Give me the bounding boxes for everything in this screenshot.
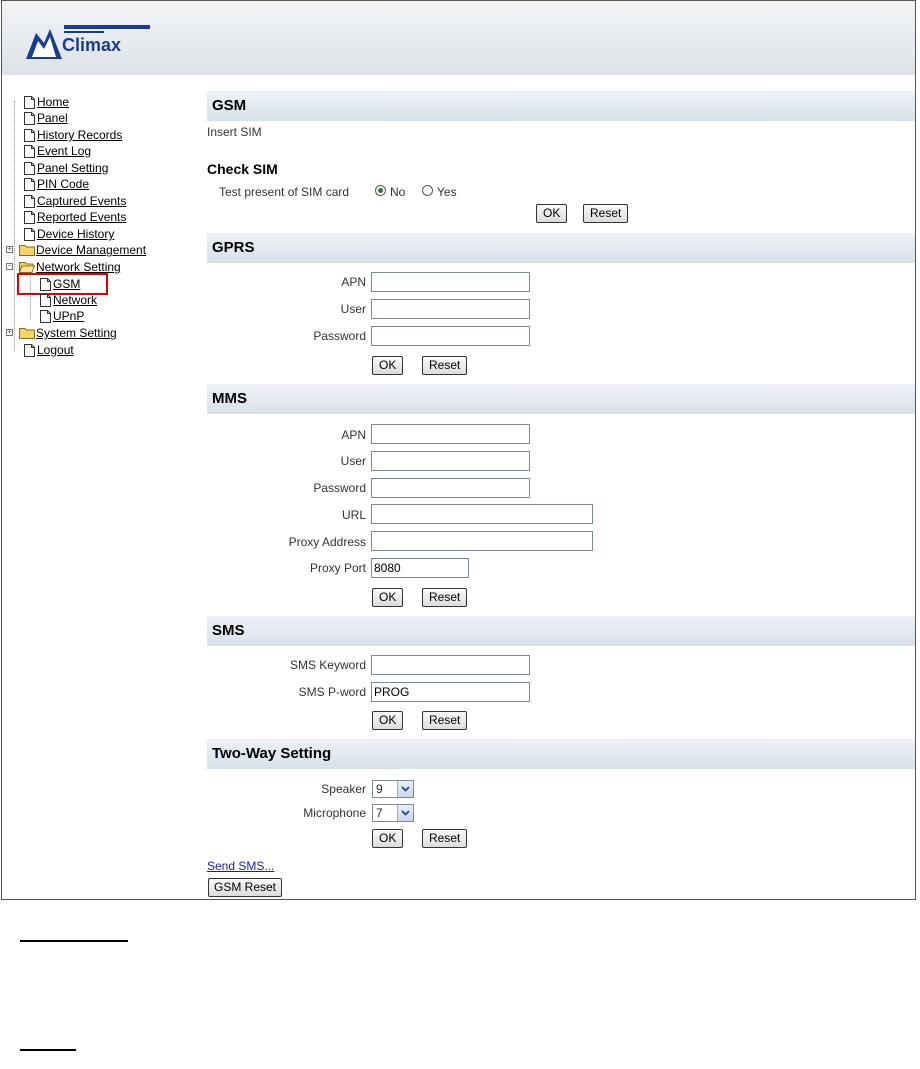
folder-icon — [19, 327, 35, 339]
mms-url-input[interactable] — [371, 504, 593, 524]
sidebar-item-home[interactable] — [24, 94, 69, 110]
document-icon — [24, 195, 35, 208]
document-icon — [24, 344, 35, 357]
document-icon — [24, 211, 35, 224]
section-header-gprs: GPRS — [207, 233, 916, 263]
microphone-label: Microphone — [303, 806, 366, 820]
sidebar-item-label[interactable]: GSM — [53, 277, 81, 291]
sms-ok-button[interactable]: OK — [372, 711, 403, 730]
gsm-ok-button[interactable]: OK — [536, 204, 567, 223]
section-header-sms: SMS — [207, 616, 916, 646]
mms-url-label: URL — [341, 508, 366, 522]
mms-user-input[interactable] — [371, 451, 530, 471]
radio-yes-label: Yes — [437, 185, 457, 199]
twoway-ok-button[interactable]: OK — [372, 829, 403, 848]
sidebar-item-label[interactable]: Network Setting — [36, 260, 121, 274]
sidebar-item-captured-events[interactable] — [24, 193, 126, 209]
send-sms-link[interactable]: Send SMS... — [207, 859, 275, 873]
mms-proxy-address-input[interactable] — [371, 531, 593, 551]
radio-no[interactable] — [375, 185, 386, 196]
heading-underline — [20, 940, 128, 942]
gsm-reset-button-footer[interactable]: GSM Reset — [208, 878, 282, 897]
sidebar-item-panel-setting[interactable] — [24, 160, 108, 176]
document-icon — [24, 178, 35, 191]
sidebar-item-device-history[interactable] — [24, 226, 114, 242]
sidebar-item-label[interactable]: UPnP — [53, 309, 85, 323]
gprs-password-input[interactable] — [371, 326, 530, 346]
radio-yes[interactable] — [422, 185, 433, 196]
gprs-apn-label: APN — [341, 275, 366, 289]
chevron-down-icon[interactable] — [397, 805, 413, 821]
document-icon — [40, 310, 51, 323]
open-folder-icon — [19, 261, 35, 273]
sms-reset-button[interactable]: Reset — [422, 711, 467, 730]
section-header-gsm: GSM — [207, 91, 916, 121]
speaker-select[interactable] — [372, 780, 414, 798]
tree-line — [14, 101, 15, 351]
check-sim-title: Check SIM — [207, 161, 278, 177]
sim-status-text: Insert SIM — [207, 125, 262, 139]
sidebar-item-upnp[interactable] — [40, 308, 84, 324]
speaker-label: Speaker — [321, 782, 366, 796]
collapse-minus-icon[interactable]: − — [7, 263, 12, 270]
twoway-reset-button[interactable]: Reset — [422, 829, 467, 848]
sidebar-item-label[interactable]: Panel Setting — [37, 161, 109, 175]
mms-proxy-port-input[interactable] — [371, 558, 469, 578]
document-icon — [24, 129, 35, 142]
sidebar-item-panel[interactable] — [24, 110, 68, 126]
section-header-mms: MMS — [207, 384, 916, 414]
microphone-value: 7 — [376, 806, 383, 820]
test-sim-label: Test present of SIM card — [219, 185, 350, 199]
mms-ok-button[interactable]: OK — [372, 588, 403, 607]
sidebar-item-device-management[interactable] — [19, 242, 146, 258]
mms-apn-label: APN — [341, 428, 366, 442]
gprs-password-label: Password — [313, 329, 366, 343]
document-icon — [24, 162, 35, 175]
sidebar-item-label[interactable]: History Records — [37, 128, 123, 142]
sidebar-item-history-records[interactable] — [24, 127, 122, 143]
gprs-user-label: User — [340, 302, 366, 316]
mms-proxy-address-label: Proxy Address — [288, 535, 366, 549]
mms-proxy-port-label: Proxy Port — [309, 561, 366, 575]
sidebar-item-system-setting[interactable] — [19, 325, 117, 341]
sms-pword-label: SMS P-word — [298, 685, 366, 699]
brand-name: Climax — [62, 35, 122, 55]
sidebar-item-label[interactable]: Device Management — [36, 243, 147, 257]
mms-apn-input[interactable] — [371, 424, 530, 444]
sms-keyword-input[interactable] — [371, 655, 530, 675]
sms-keyword-label: SMS Keyword — [289, 658, 366, 672]
sidebar-item-label[interactable]: Reported Events — [37, 210, 127, 224]
sidebar-item-label[interactable]: Home — [37, 95, 70, 109]
sms-pword-input[interactable] — [371, 682, 530, 702]
header — [2, 1, 915, 75]
expand-plus-icon[interactable]: + — [7, 246, 12, 253]
browser-frame — [1, 0, 916, 900]
mms-reset-button[interactable]: Reset — [422, 588, 467, 607]
sidebar-item-label[interactable]: Captured Events — [37, 194, 127, 208]
gprs-apn-input[interactable] — [371, 272, 530, 292]
sidebar-item-pin-code[interactable] — [24, 176, 89, 192]
radio-no-label: No — [390, 185, 406, 199]
document-icon — [24, 96, 35, 109]
folder-icon — [19, 244, 35, 256]
sidebar-item-label[interactable]: Network — [53, 293, 98, 307]
document-icon — [40, 294, 51, 307]
sidebar-item-event-log[interactable] — [24, 143, 91, 159]
document-icon — [24, 145, 35, 158]
sidebar-item-network[interactable] — [40, 292, 97, 308]
section-header-two-way: Two-Way Setting — [207, 739, 916, 769]
speaker-value: 9 — [376, 782, 383, 796]
mms-user-label: User — [340, 454, 366, 468]
document-icon — [24, 228, 35, 241]
chevron-down-icon[interactable] — [397, 781, 413, 797]
sidebar-item-label[interactable]: Event Log — [37, 144, 92, 158]
gprs-reset-button[interactable]: Reset — [422, 356, 467, 375]
sidebar-item-label[interactable]: Logout — [37, 343, 74, 357]
gsm-reset-button[interactable]: Reset — [583, 204, 628, 223]
sidebar-item-label[interactable]: System Setting — [36, 326, 117, 340]
sidebar-item-reported-events[interactable] — [24, 209, 126, 225]
heading-underline — [20, 1049, 76, 1051]
gprs-user-input[interactable] — [371, 299, 530, 319]
mms-password-label: Password — [313, 481, 366, 495]
sidebar-item-logout[interactable] — [24, 342, 74, 358]
microphone-select[interactable] — [372, 804, 414, 822]
sidebar-item-label[interactable]: Device History — [37, 227, 115, 241]
sidebar-item-label[interactable]: Panel — [37, 111, 68, 125]
mms-password-input[interactable] — [371, 478, 530, 498]
sidebar-item-label[interactable]: PIN Code — [37, 177, 90, 191]
expand-plus-icon[interactable]: + — [7, 329, 12, 336]
gprs-ok-button[interactable]: OK — [372, 356, 403, 375]
document-icon — [24, 112, 35, 125]
